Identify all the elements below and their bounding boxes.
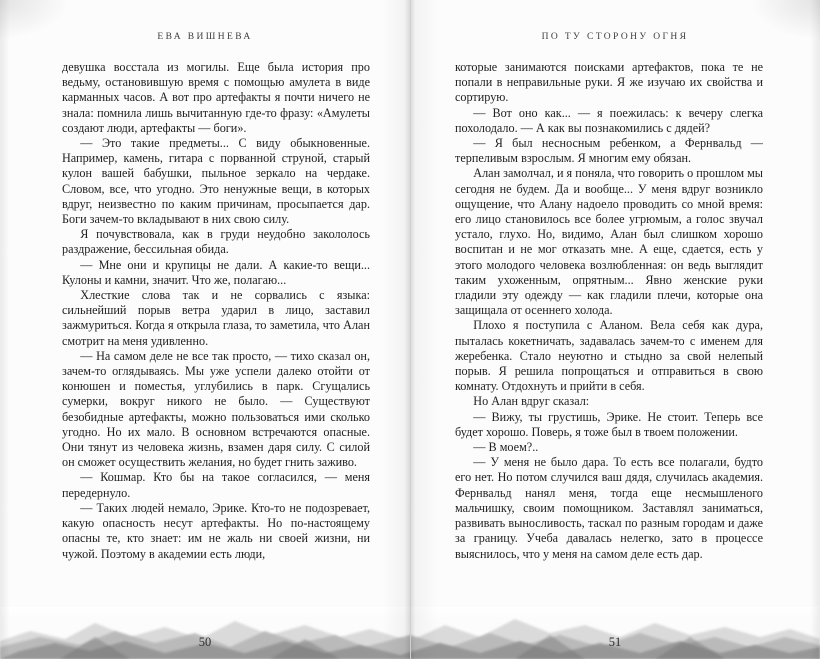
page-right	[410, 0, 820, 659]
paragraph: — Вижу, ты грустишь, Эрике. Не стоит. Теперь все будет хорошо. Поверь, я тоже был в твоем положении.	[455, 409, 763, 439]
paragraph: — Таких людей немало, Эрике. Кто-то не подозревает, какую опасность несут артефакты. Но по-настоящему опасны те, кто знает: им не жаль ни своей жизни, ни чужой. Поэтому в академии есть люди,	[62, 500, 370, 561]
paragraph: Но Алан вдруг сказал:	[473, 394, 590, 409]
page-number-left: 50	[198, 635, 212, 649]
running-header-title: ПО ТУ СТОРОНУ ОГНЯ	[541, 32, 689, 42]
running-header-author: ЕВА ВИШНЕВА	[157, 32, 253, 42]
paragraph: — Я был несносным ребенком, а Фернвальд — терпеливым взрослым. Я многим ему обязан.	[455, 136, 763, 166]
page-right-body	[455, 60, 763, 638]
paragraph: Алан замолчал, и я поняла, что говорить о прошлом мы сегодня не будем. Да и вообще... У меня вдруг возникло ощущение, что Алану надоело проводить со мной время: его лицо становилось все более угрюмым, а голос звучал устало, глухо. Но, видимо, Алан был слишком хорошо воспитан и не мог отказать мне. А еще, сдается, есть у этого молодого человека возлюбленная: он ведь выглядит таким ухоженным, опрятным... Явно женские руки гладили эту одежду — как гладили плечи, которые она защищала от осеннего холода.	[455, 166, 763, 318]
paragraph: — На самом деле не все так просто, — тихо сказал он, зачем-то оглядываясь. Мы уже успели далеко отойти от конюшен и поместья, углубились в парк. Сгущались сумерки, вокруг никого не было. — Существуют безобидные артефакты, можно пользоваться ими сколько угодно. Но их мало. В основном встречаются опасные. Они тянут из человека жизнь, взамен даря силу. С силой он сможет осуществить желания, но будет гнить заживо.	[62, 348, 370, 470]
paragraph: — В моем?..	[473, 440, 539, 455]
paragraph: Я почувствовала, как в груди неудобно закололось раздражение, бессильная обида.	[62, 227, 370, 257]
book-gutter-line	[410, 0, 411, 659]
paragraph: — Вот оно как... — я поежилась: к вечеру слегка похолодало. — А как вы познакомились с дядей?	[455, 105, 763, 135]
paragraph: — Это такие предметы... С виду обыкновенные. Например, камень, гитара с порванной струной, старый кулон вашей бабушки, пыльное зеркало на чердаке. Словом, все, что угодно. Это ненужные вещи, в которых вдруг, неизвестно по каким причинам, просыпается дар. Боги зачем-то вкладывают в них свою силу.	[62, 136, 370, 227]
paragraph: — У меня не было дара. То есть все полагали, будто его нет. Но потом случился ваш дядя, случилась академия. Фернвальд нанял меня, тогда еще несмышленого мальчишку, своим помощником. Заставлял заниматься, развивать выносливость, таскал по разным городам и даже за границу. Учеба давалась нелегко, зато в процессе выяснилось, что у меня на самом деле есть дар.	[455, 455, 763, 561]
paragraph: — Мне они и крупицы не дали. А какие-то вещи... Кулоны и камни, значит. Что же, полагаю...	[62, 257, 370, 287]
page-left-body	[62, 60, 370, 638]
paragraph: Плохо я поступила с Аланом. Вела себя как дура, пыталась кокетничать, задавалась зачем-то с именем для жеребенка. Стало неуютно и стыдно за свой нелепый порыв. Я решила попрощаться и отправиться в свою комнату. Отдохнуть и прийти в себя.	[455, 318, 763, 394]
paragraph: — Кошмар. Кто бы на такое согласился, — меня передернуло.	[62, 470, 370, 500]
paragraph: Хлесткие слова так и не сорвались с языка: сильнейший порыв ветра ударил в лицо, заставил зажмуриться. Когда я открыла глаза, то заметила, что Алан смотрит на меня удивленно.	[62, 288, 370, 348]
page-number-right: 51	[608, 635, 622, 649]
paragraph: девушка восстала из могилы. Еще была история про ведьму, остановившую время с помощью амулета в виде карманных часов. А вот про артефакты я почти ничего не знала: помнила лишь вычитанную где-то фразу: «Амулеты создают люди, артефакты — боги».	[62, 60, 370, 135]
paragraph: которые занимаются поисками артефактов, пока те не попали в неправильные руки. Я же изучаю их свойства и сортирую.	[455, 60, 763, 105]
